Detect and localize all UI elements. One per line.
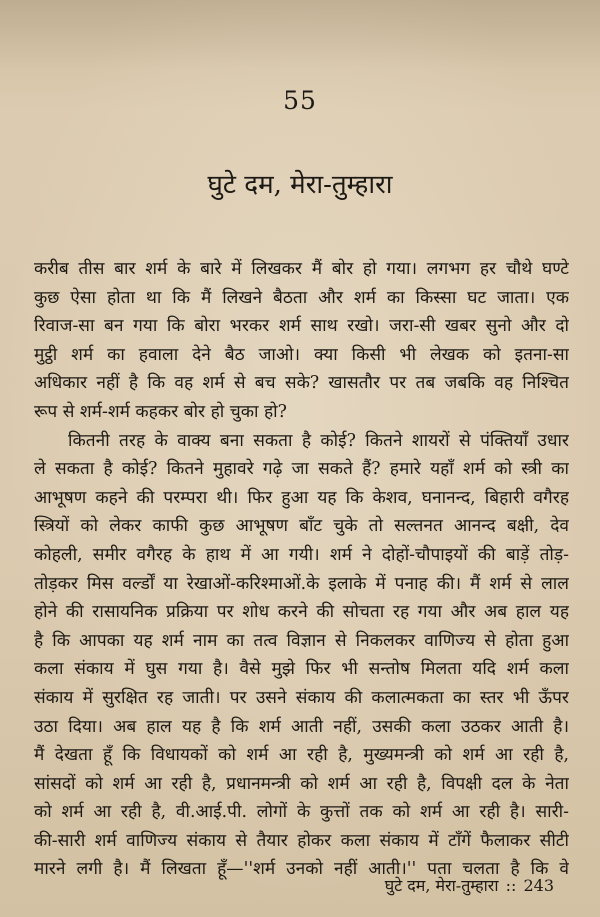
text-line: की-सारी शर्म वाणिज्य संकाय से तैयार होकर कला संकाय में टाँगें फैलाकर सीटी [34, 830, 569, 851]
text-line: को शर्म आ रही है, वी.आई.पी. लोगों के कुत्तों तक को शर्म आ रही है। सारी- [34, 802, 569, 823]
text-line: रूप से शर्म-शर्म कहकर बोर हो चुका हो? [34, 401, 287, 422]
text-line: कला संकाय में घुस गया है। वैसे मुझे फिर भी सन्तोष मिलता यदि शर्म कला [34, 659, 569, 680]
text-line: कोहली, समीर वगैरह के हाथ में आ गयी। शर्म ने दोहों-चौपाइयों की बाड़ें तोड़- [34, 544, 569, 565]
previous-page-bleed [0, 0, 600, 70]
footer-separator: :: [505, 876, 517, 895]
text-line: कितनी तरह के वाक्य बना सकता है कोई? कितने शायरों से पंक्तियाँ उधार [68, 430, 569, 451]
text-line: होने की रासायनिक प्रक्रिया पर शोध करने की सोचता रह गया और अब हाल यह [34, 602, 569, 623]
text-line: रिवाज-सा बन गया कि बोरा भरकर शर्म साथ रखो। जरा-सी खबर सुनो और दो [34, 316, 569, 337]
page-footer [385, 874, 554, 896]
text-line: ले सकता है कोई? कितने मुहावरे गढ़े जा सकते हैं? हमारे यहाँ शर्म को स्त्री का [34, 459, 569, 480]
text-line: मारने लगी है। मैं लिखता हूँ—''शर्म उनको नहीं आती।'' पता चलता है कि वे [34, 859, 569, 880]
chapter-title: घुटे दम, मेरा-तुम्हारा [207, 170, 393, 200]
running-title: घुटे दम, मेरा-तुम्हारा [384, 876, 499, 895]
text-line: स्त्रियों को लेकर काफी कुछ आभूषण बाँट चुके तो सल्तनत आनन्द बक्षी, देव [34, 516, 569, 537]
chapter-number: 55 [283, 86, 317, 115]
page-number: 243 [523, 876, 554, 895]
text-line: उठा दिया। अब हाल यह है कि शर्म आती नहीं, उसकी कला उठकर आती है। [34, 716, 569, 737]
text-line: सांसदों को शर्म आ रही है, प्रधानमन्त्री को शर्म आ रही है, विपक्षी दल के नेता [34, 773, 569, 794]
text-line: है कि आपका यह शर्म नाम का तत्व विज्ञान से निकलकर वाणिज्य से होता हुआ [34, 630, 569, 651]
text-line: मैं देखता हूँ कि विधायकों को शर्म आ रही है, मुख्यमन्त्री को शर्म आ रही है, [34, 745, 569, 766]
text-line: तोड़कर मिस वर्ल्डों या रेखाओं-करिश्माओं.के इलाके में पनाह की। मैं शर्म से लाल [34, 573, 569, 594]
body-text [34, 255, 569, 884]
text-line: कुछ ऐसा होता था कि मैं लिखने बैठता और शर्म का किस्सा घट जाता। एक [34, 287, 569, 308]
text-line: संकाय में सुरक्षित रह जाती। पर उसने संकाय की कलात्मकता का स्तर भी ऊँपर [34, 687, 569, 708]
text-line: अधिकार नहीं है कि वह शर्म से बच सके? खासतौर पर तब जबकि वह निश्चित [34, 373, 569, 394]
text-line: मुट्ठी शर्म का हवाला देने बैठ जाओ। क्या किसी भी लेखक को इतना-सा [34, 344, 569, 365]
text-line: आभूषण कहने की परम्परा थी। फिर हुआ यह कि केशव, घनानन्द, बिहारी वगैरह [34, 487, 569, 508]
text-line: करीब तीस बार शर्म के बारे में लिखकर मैं बोर हो गया। लगभग हर चौथे घण्टे [34, 259, 569, 279]
